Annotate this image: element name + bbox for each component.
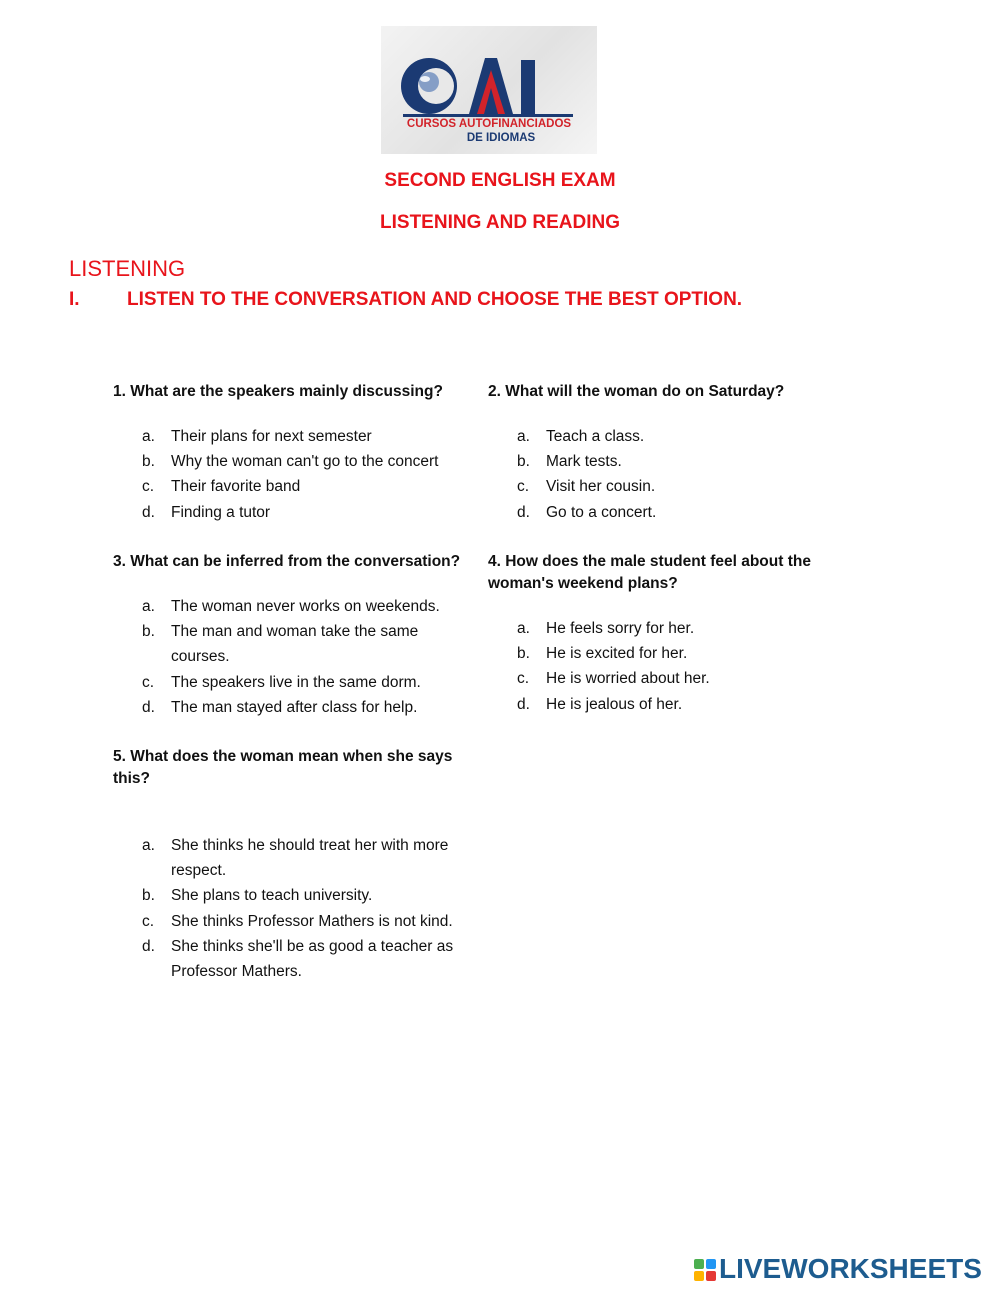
option-text: Mark tests. [546,453,622,471]
option-text: He is worried about her. [546,670,710,688]
question-2-options [488,424,848,525]
logo-subtitle-line2: DE IDIOMAS [466,132,536,144]
option-letter: c. [142,912,155,930]
exam-subtitle: LISTENING AND READING [380,212,620,233]
option-text: Finding a tutor [171,503,271,521]
option[interactable] [113,474,478,499]
liveworksheets-brand[interactable] [694,1253,990,1285]
option-letter: c. [142,478,155,496]
option[interactable] [488,692,848,717]
option-letter: b. [142,887,155,905]
option-text: Go to a concert. [546,503,657,521]
option[interactable] [113,909,473,934]
option-text: Teach a class. [546,428,645,445]
option[interactable] [113,500,478,525]
option[interactable] [113,833,473,883]
question-5: 5. What does the woman mean when she says this? [113,748,453,787]
option[interactable] [113,670,468,695]
option-text: Why the woman can't go to the concert [171,453,439,471]
option-text: She plans to teach university. [171,887,373,905]
question-1-options [113,424,478,525]
option[interactable] [488,449,848,474]
option[interactable] [488,500,848,525]
option-letter: b. [142,453,155,471]
option-text: The woman never works on weekends. [171,598,440,615]
question-4: 4. How does the male student feel about the woman's weekend plans? [488,553,811,592]
section-heading: LISTENING [69,256,186,281]
option[interactable] [113,424,478,449]
option-letter: b. [517,645,530,663]
question-2: 2. What will the woman do on Saturday? [488,383,785,400]
option[interactable] [488,616,848,641]
option[interactable] [488,641,848,666]
option-letter: d. [142,937,155,955]
option-text: The man stayed after class for help. [171,698,418,716]
option[interactable] [488,424,848,449]
instruction-text: LISTEN TO THE CONVERSATION AND CHOOSE THE BEST OPTION. [127,289,743,310]
option-letter: d. [142,503,155,521]
option[interactable] [113,594,468,619]
question-5-options [113,833,473,984]
option-letter: a. [517,620,530,637]
option-letter: d. [517,503,530,521]
option-text: Their favorite band [171,478,301,496]
option-letter: a. [517,428,530,445]
liveworksheets-logo-text: LIVEWORKSHEETS [719,1253,982,1284]
question-4-options [488,616,848,717]
option-text: He is jealous of her. [546,695,683,713]
exam-title: SECOND ENGLISH EXAM [384,170,616,191]
question-3-options [113,594,468,720]
instruction-number: I. [69,289,80,310]
option-letter: a. [142,598,155,615]
option[interactable] [488,474,848,499]
option-text: Visit her cousin. [546,478,656,496]
option-letter: b. [517,453,530,471]
option[interactable] [113,619,468,669]
option[interactable] [113,934,473,984]
option-text: The speakers live in the same dorm. [171,673,421,691]
option-letter: d. [142,698,155,716]
option-text: He is excited for her. [546,645,688,663]
liveworksheets-icon [694,1259,716,1281]
option-letter: a. [142,837,155,854]
option[interactable] [488,666,848,691]
question-3: 3. What can be inferred from the conversation? [113,553,461,570]
cai-logo-graphic [381,26,597,154]
option-letter: c. [517,478,530,496]
option-letter: d. [517,695,530,713]
option-text: She thinks she'll be as good a teacher as Professor Mathers. [171,937,454,981]
logo-subtitle-line1: CURSOS AUTOFINANCIADOS [406,118,572,130]
option-letter: a. [142,428,155,445]
option-letter: c. [142,673,155,691]
option-text: She thinks he should treat her with more respect. [171,837,449,880]
option[interactable] [113,449,478,474]
option-text: She thinks Professor Mathers is not kind. [171,912,453,930]
option-text: Their plans for next semester [171,428,372,445]
option-text: He feels sorry for her. [546,620,695,637]
option-letter: c. [517,670,530,688]
option[interactable] [113,695,468,720]
option-letter: b. [142,623,155,641]
question-1: 1. What are the speakers mainly discussing? [113,383,443,400]
cai-logo [381,26,597,154]
option[interactable] [113,883,473,908]
option-text: The man and woman take the same courses. [171,623,419,666]
